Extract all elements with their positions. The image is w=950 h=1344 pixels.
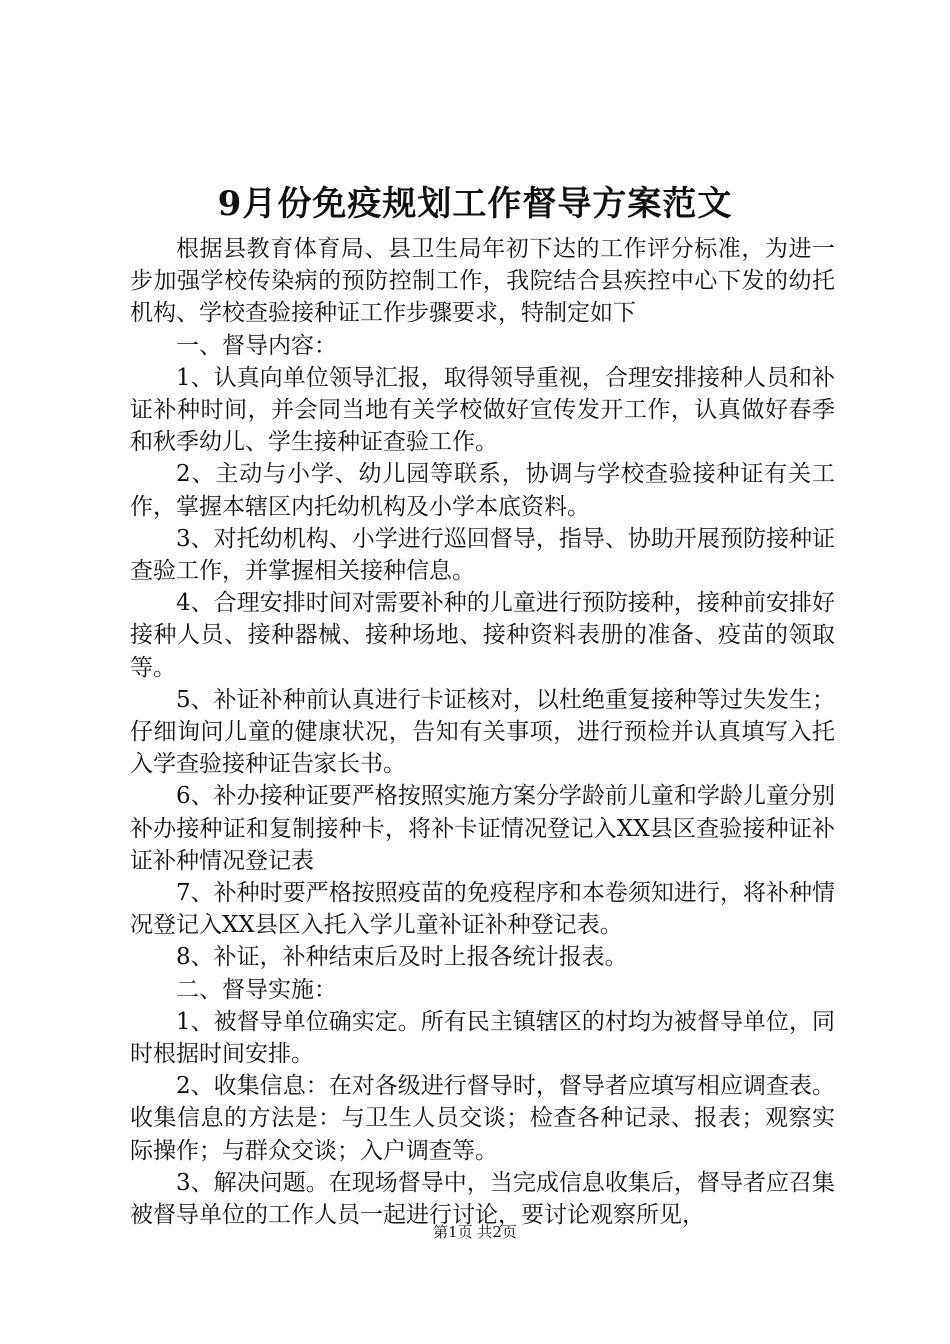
section-heading-implementation: 二、督导实施：	[176, 976, 337, 1003]
implementation-item-1: 1、被督导单位确实定。所有民主镇辖区的村均为被督导单位，同时根据时间安排。	[130, 1008, 835, 1068]
implementation-item-3: 3、解决问题。在现场督导中，当完成信息收集后，督导者应召集被督导单位的工作人员一起进行讨论，要讨论观察所见，	[130, 1169, 835, 1229]
section-heading-content: 一、督导内容：	[176, 332, 337, 359]
content-item-6: 6、补办接种证要严格按照实施方案分学龄前儿童和学龄儿童分别补办接种证和复制接种卡，将补卡证情况登记入XX县区查验接种证补证补种情况登记表	[130, 783, 835, 874]
content-item-3: 3、对托幼机构、小学进行巡回督导，指导、协助开展预防接种证查验工作，并掌握相关接种信息。	[130, 525, 835, 585]
content-item-2: 2、主动与小学、幼儿园等联系，协调与学校查验接种证有关工作，掌握本辖区内托幼机构及小学本底资料。	[130, 461, 835, 520]
content-item-7: 7、补种时要严格按照疫苗的免疫程序和本卷须知进行，将补种情况登记入XX县区入托入学儿童补证补种登记表。	[130, 880, 835, 939]
intro-paragraph: 根据县教育体育局、县卫生局年初下达的工作评分标准，为进一步加强学校传染病的预防控制工作，我院结合县疾控中心下发的幼托机构、学校查验接种证工作步骤要求，特制定如下	[130, 236, 835, 327]
content-item-8: 8、补证，补种结束后及时上报各统计报表。	[176, 944, 628, 971]
content-item-4: 4、合理安排时间对需要补种的儿童进行预防接种，接种前安排好接种人员、接种器械、接种场地、接种资料表册的准备、疫苗的领取等。	[130, 590, 835, 681]
implementation-item-2: 2、收集信息：在对各级进行督导时，督导者应填写相应调查表。收集信息的方法是：与卫生人员交谈；检查各种记录、报表；观察实际操作；与群众交谈；入户调查等。	[130, 1073, 835, 1164]
content-item-1: 1、认真向单位领导汇报，取得领导重视，合理安排接种人员和补证补种时间，并会同当地有关学校做好宣传发开工作，认真做好春季和秋季幼儿、学生接种证查验工作。	[130, 364, 835, 456]
document-title: 9月份免疫规划工作督导方案范文	[217, 184, 733, 224]
document-body	[130, 233, 835, 1231]
page-number-footer: 第1页 共2页	[433, 1223, 517, 1241]
content-item-5: 5、补证补种前认真进行卡证核对，以杜绝重复接种等过失发生；仔细询问儿童的健康状况，告知有关事项，进行预检并认真填写入托入学查验接种证告家长书。	[130, 686, 835, 778]
